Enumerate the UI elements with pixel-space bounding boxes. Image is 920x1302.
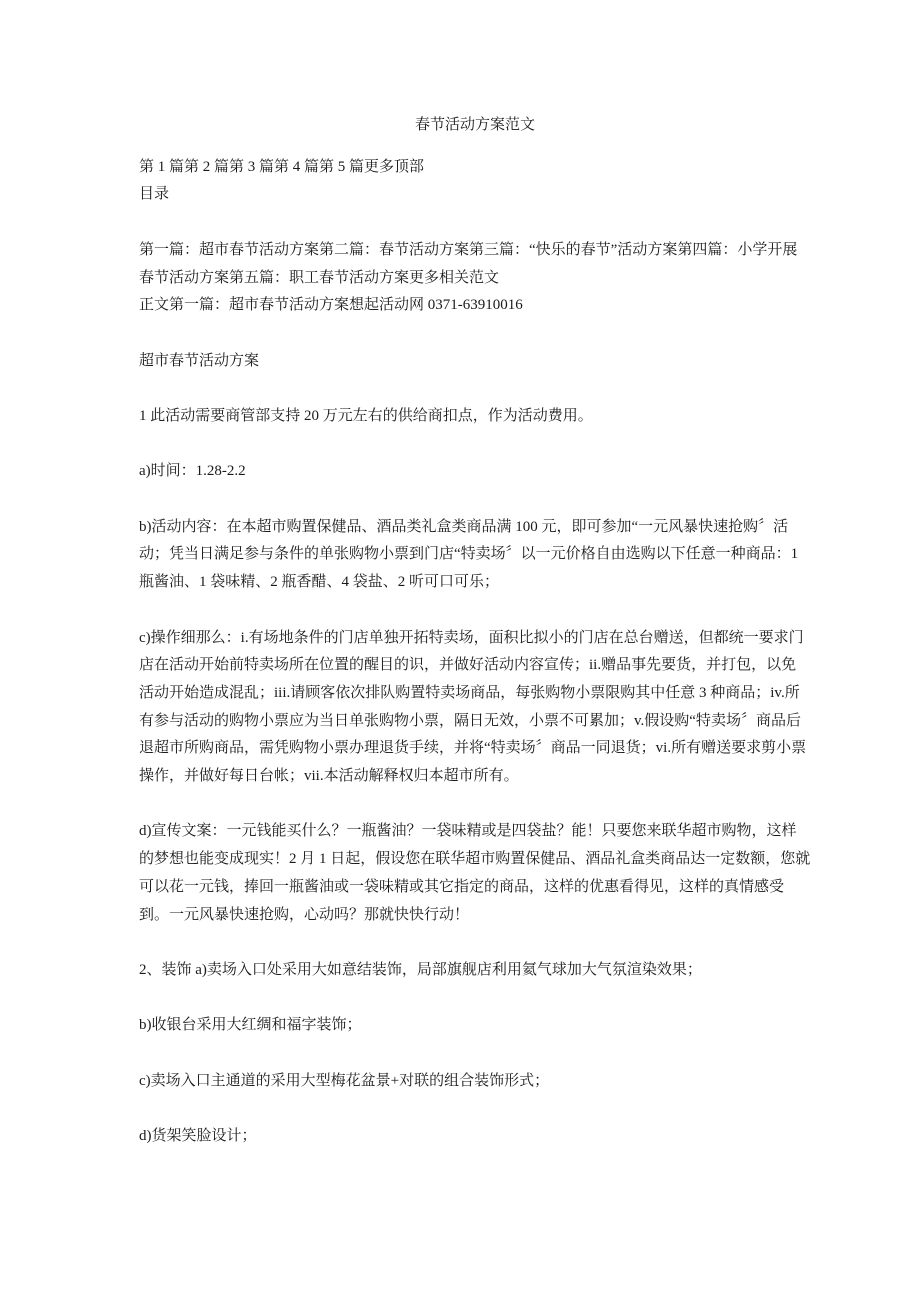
paragraph-decoration-b: b)收银台采用大红绸和福字装饰； (139, 1017, 362, 1034)
spacer (139, 431, 811, 459)
spacer (139, 791, 811, 819)
body-intro: 正文第一篇：超市春节活动方案想起活动网 0371-63910016 (139, 297, 523, 314)
paragraph-promo-copy: d)宣传文案：一元钱能买什么？一瓶酱油？一袋味精或是四袋盐？能！只要您来联华超市购物，这样的梦想也能变成现实！2 月 1 日起，假设您在联华超市购置保健品、酒品礼盒类商品达一定数额，您就可以花一元钱，捧回一瓶酱油或一袋味精或其它指定的商品，这样的优惠看得见，这样的真情感受到。一元风暴快速抢购，心动吗？那就快快行动！ (139, 823, 811, 923)
spacer (139, 929, 811, 957)
article-nav-line: 第 1 篇第 2 篇第 3 篇第 4 篇第 5 篇更多顶部 (139, 158, 425, 175)
paragraph-rules: c)操作细那么：i.有场地条件的门店单独开拓特卖场，面积比拟小的门店在总台赠送，但都统一要求门店在活动开始前特卖场所在位置的醒目的识，并做好活动内容宣传；ii.赠品事先要货，并打包，以免活动开始造成混乱；iii.请顾客依次排队购置特卖场商品，每张购物小票限购其中任意 3 种商品；iv.所有参与活动的购物小票应为当日单张购物小票，隔日无效，小票不可累加；v.假设购“特卖场〞商品后退超市所购商品，需凭购物小票办理退货手续，并将“特卖场〞商品一同退货；vi.所有赠送要求剪小票操作，并做好每日台帐；vii.本活动解释权归本超市所有。 (139, 629, 807, 785)
paragraph-content: b)活动内容：在本超市购置保健品、酒品类礼盒类商品满 100 元，即可参加“一元风暴快速抢购〞活动；凭当日满足参与条件的单张购物小票到门店“特卖场〞以一元价格自由选购以下任意一种商品：1 瓶酱油、1 袋味精、2 瓶香醋、4 袋盐、2 听可口可乐； (139, 518, 799, 591)
toc-text: 第一篇：超市春节活动方案第二篇：春节活动方案第三篇：“快乐的春节”活动方案第四篇：小学开展春节活动方案第五篇：职工春节活动方案更多相关范文 (139, 241, 798, 286)
spacer (139, 209, 811, 237)
section-heading: 超市春节活动方案 (139, 352, 260, 369)
spacer (139, 486, 811, 514)
paragraph-decoration-a: 2、装饰 a)卖场入口处采用大如意结装饰，局部旗舰店利用氦气球加大气氛渲染效果； (139, 961, 702, 978)
spacer (139, 1095, 811, 1123)
document-title: 春节活动方案范文 (414, 117, 535, 133)
spacer (139, 375, 811, 403)
paragraph-decoration-c: c)卖场入口主通道的采用大型梅花盆景+对联的组合装饰形式； (139, 1072, 550, 1089)
spacer (139, 597, 811, 625)
document-page (139, 112, 811, 1151)
spacer (139, 985, 811, 1013)
spacer (139, 320, 811, 348)
paragraph-time: a)时间：1.28-2.2 (139, 463, 246, 480)
paragraph-budget: 1 此活动需要商管部支持 20 万元左右的供给商扣点，作为活动费用。 (139, 407, 593, 424)
paragraph-decoration-d: d)货架笑脸设计； (139, 1128, 257, 1145)
toc-label: 目录 (139, 186, 170, 203)
spacer (139, 1040, 811, 1068)
